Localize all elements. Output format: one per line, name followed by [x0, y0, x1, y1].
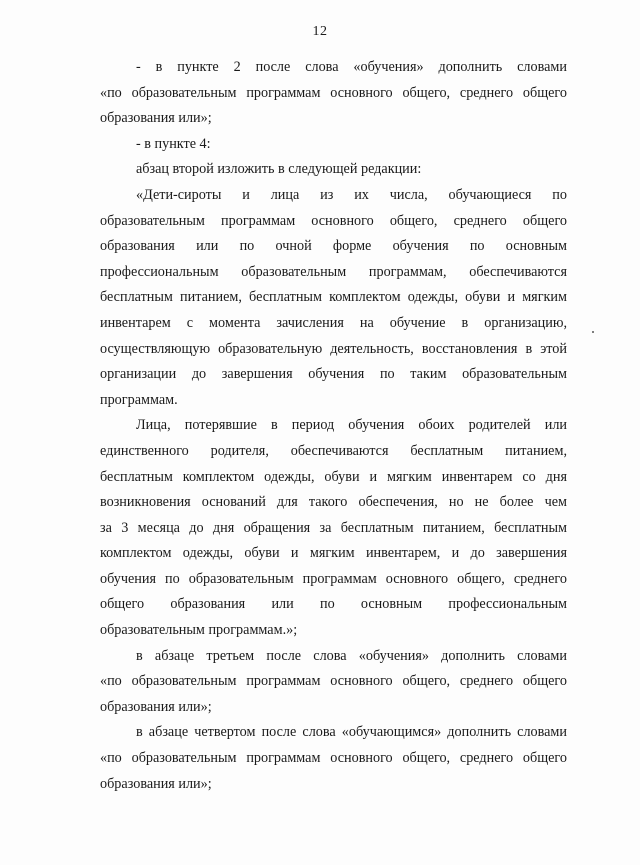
- text-line: - в пункте 4:: [136, 135, 211, 152]
- text-line: инвентарем с момента зачисления на обучение в организацию,: [100, 314, 567, 331]
- text-line: организации до завершения обучения по таким образовательным: [100, 366, 567, 383]
- scan-speck: [592, 331, 594, 333]
- paragraph-point-4: [100, 132, 567, 158]
- text-line: программам.: [100, 391, 178, 408]
- text-line: общего образования или по основным профессиональным: [100, 596, 567, 613]
- paragraph-point-2: [100, 55, 567, 132]
- text-line: «по образовательным программам основного общего, среднего общего: [100, 84, 567, 101]
- text-line: за 3 месяца до дня обращения за бесплатным питанием, бесплатным: [100, 519, 567, 536]
- text-line: Лица, потерявшие в период обучения обоих родителей или: [136, 417, 567, 434]
- document-body: [100, 55, 567, 797]
- text-line: обучения по образовательным программам основного общего, среднего: [100, 570, 567, 587]
- text-line: образовательным программам основного общего, среднего общего: [100, 212, 567, 229]
- paragraph-orphans: [100, 183, 567, 413]
- text-line: образования или по очной форме обучения по основным: [100, 238, 567, 255]
- text-line: бесплатным комплектом одежды, обуви и мягким инвентарем со дня: [100, 468, 567, 485]
- text-line: «по образовательным программам основного общего, среднего общего: [100, 750, 567, 767]
- text-line: комплектом одежды, обуви и мягким инвентарем, и до завершения: [100, 545, 567, 562]
- text-line: образования или»;: [100, 775, 212, 792]
- text-line: абзац второй изложить в следующей редакции:: [136, 161, 422, 178]
- text-line: «по образовательным программам основного общего, среднего общего: [100, 673, 567, 690]
- text-line: возникновения оснований для такого обеспечения, но не более чем: [100, 494, 567, 511]
- text-line: «Дети-сироты и лица из их числа, обучающиеся по: [136, 186, 567, 203]
- text-line: профессиональным образовательным программам, обеспечиваются: [100, 263, 567, 280]
- text-line: в абзаце третьем после слова «обучения» дополнить словами: [136, 647, 567, 664]
- paragraph-fourth-abzac: [100, 720, 567, 797]
- text-line: образовательным программам.»;: [100, 622, 298, 639]
- paragraph-lost-parents: [100, 413, 567, 643]
- text-line: образования или»;: [100, 110, 212, 127]
- paragraph-third-abzac: [100, 644, 567, 721]
- text-line: - в пункте 2 после слова «обучения» дополнить словами: [136, 59, 567, 75]
- paragraph-second-abzac-intro: [100, 157, 567, 183]
- text-line: бесплатным питанием, бесплатным комплектом одежды, обуви и мягким: [100, 289, 567, 306]
- page-number: 12: [312, 24, 328, 39]
- text-line: в абзаце четвертом после слова «обучающимся» дополнить словами: [136, 724, 567, 741]
- text-line: осуществляющую образовательную деятельность, восстановления в этой: [100, 340, 567, 357]
- text-line: образования или»;: [100, 698, 212, 715]
- text-line: единственного родителя, обеспечиваются бесплатным питанием,: [100, 442, 567, 459]
